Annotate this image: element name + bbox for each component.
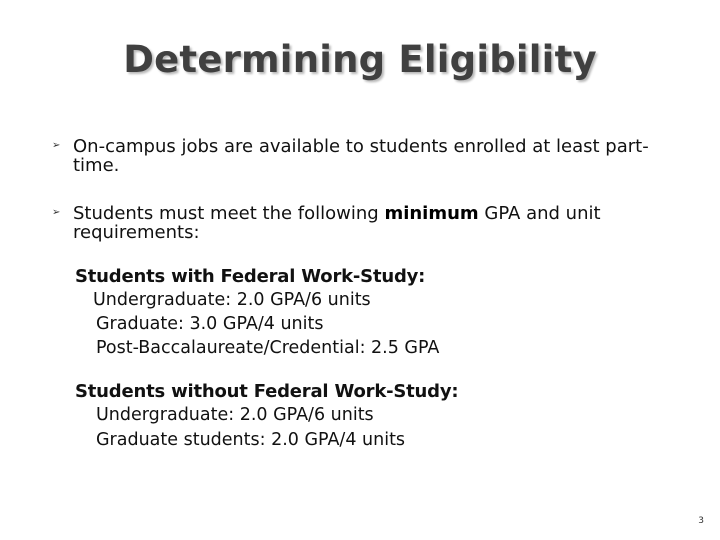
bullet-text-requirements xyxy=(73,204,673,242)
section-heading-without-fws: Students without Federal Work-Study: xyxy=(75,381,459,402)
arrowhead-bullet-icon: ➢ xyxy=(52,207,61,218)
requirement-line: Graduate students: 2.0 GPA/4 units xyxy=(96,430,406,450)
requirement-line: Post-Baccalaureate/Credential: 2.5 GPA xyxy=(96,338,440,358)
bullet-text-part: GPA and unit requirements: xyxy=(73,203,601,243)
requirement-line: Graduate: 3.0 GPA/4 units xyxy=(96,314,324,334)
emphasis-minimum: minimum xyxy=(384,203,479,224)
bullet-text-part: Students must meet the following xyxy=(73,203,385,224)
bullet-text-enrollment: On-campus jobs are available to students enrolled at least part-time. xyxy=(73,136,649,176)
section-heading-with-fws: Students with Federal Work-Study: xyxy=(75,266,426,287)
requirement-line: Undergraduate: 2.0 GPA/6 units xyxy=(93,290,371,310)
page-number: 3 xyxy=(698,516,704,526)
arrowhead-bullet-icon: ➢ xyxy=(52,140,61,151)
requirement-line: Undergraduate: 2.0 GPA/6 units xyxy=(96,405,374,425)
slide-title: Determining Eligibility xyxy=(123,38,597,81)
